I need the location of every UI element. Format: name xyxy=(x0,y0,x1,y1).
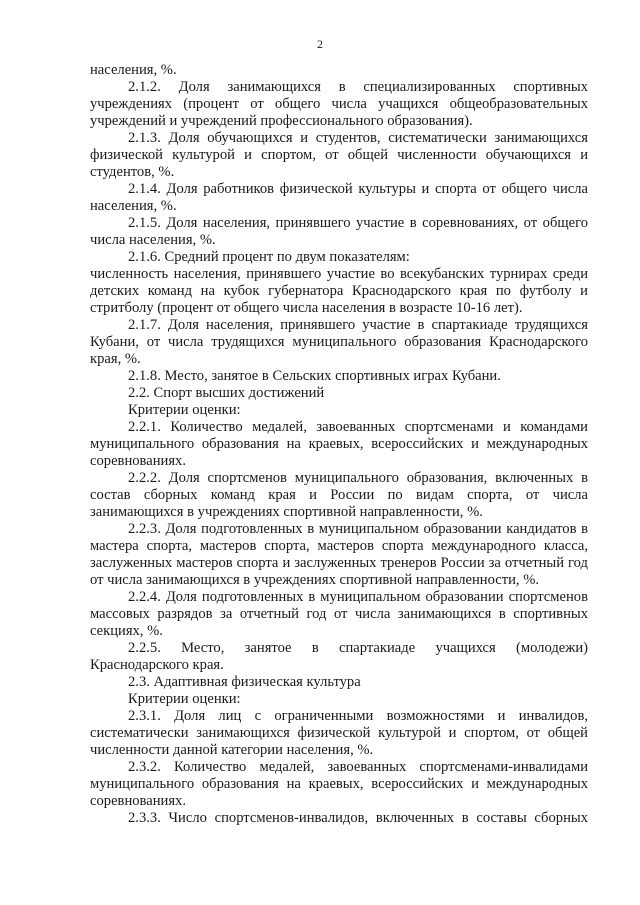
paragraph-2-2-1: 2.2.1. Количество медалей, завоеванных спортсменами и командами муниципального образования на краевых, всероссийских и международных соревнованиях. xyxy=(90,419,588,469)
paragraph-2-2-2: 2.2.2. Доля спортсменов муниципального образования, включенных в состав сборных команд края и России по видам спорта, от числа занимающихся в учреждениях спортивной направленности, %. xyxy=(90,470,588,520)
paragraph-2-1-6-detail: численность населения, принявшего участие во всекубанских турнирах среди детских команд на кубок губернатора Краснодарского края по футболу и стритболу (процент от общего числа населения в возрасте 10-16 лет). xyxy=(90,266,588,316)
paragraph-2-3-1: 2.3.1. Доля лиц с ограниченными возможностями и инвалидов, систематически занимающихся физической культурой и спортом, от общей численности данной категории населения, %. xyxy=(90,708,588,758)
document-body xyxy=(90,62,588,827)
paragraph-2-1-7: 2.1.7. Доля населения, принявшего участие в спартакиаде трудящихся Кубани, от числа трудящихся муниципального образования Краснодарского края, %. xyxy=(90,317,588,367)
section-heading-2-3: 2.3. Адаптивная физическая культура xyxy=(128,674,361,690)
paragraph-2-3-2: 2.3.2. Количество медалей, завоеванных спортсменами-инвалидами муниципального образования на краевых, всероссийских и международных соревнованиях. xyxy=(90,759,588,809)
paragraph-2-1-5: 2.1.5. Доля населения, принявшего участие в соревнованиях, от общего числа населения, %. xyxy=(90,215,588,248)
page-number: 2 xyxy=(317,37,323,51)
paragraph-2-1-2: 2.1.2. Доля занимающихся в специализированных спортивных учреждениях (процент от общего числа учащихся общеобразовательных учреждений и учреждений профессионального образования). xyxy=(90,79,588,129)
paragraph-2-1-4: 2.1.4. Доля работников физической культуры и спорта от общего числа населения, %. xyxy=(90,181,588,214)
paragraph-2-1-8: 2.1.8. Место, занятое в Сельских спортивных играх Кубани. xyxy=(128,368,501,384)
criteria-label: Критерии оценки: xyxy=(128,402,241,418)
paragraph-2-1-6: 2.1.6. Средний процент по двум показателям: xyxy=(128,249,410,265)
criteria-label: Критерии оценки: xyxy=(128,691,241,707)
paragraph-continuation: населения, %. xyxy=(90,62,177,78)
section-heading-2-2: 2.2. Спорт высших достижений xyxy=(128,385,325,401)
paragraph-2-1-3: 2.1.3. Доля обучающихся и студентов, систематически занимающихся физической культурой и спортом, от общей численности обучающихся и студентов, %. xyxy=(90,130,588,180)
paragraph-2-2-4: 2.2.4. Доля подготовленных в муниципальном образовании спортсменов массовых разрядов за отчетный год от числа занимающихся в спортивных секциях, %. xyxy=(90,589,588,639)
paragraph-2-2-5: 2.2.5. Место, занятое в спартакиаде учащихся (молодежи) Краснодарского края. xyxy=(90,640,588,673)
paragraph-2-2-3: 2.2.3. Доля подготовленных в муниципальном образовании кандидатов в мастера спорта, мастеров спорта, мастеров спорта международного класса, заслуженных мастеров спорта и заслуженных тренеров России за отчетный год от числа занимающихся в учреждениях спортивной направленности, %. xyxy=(90,521,588,588)
paragraph-2-3-3: 2.3.3. Число спортсменов-инвалидов, включенных в составы сборных xyxy=(128,810,588,826)
